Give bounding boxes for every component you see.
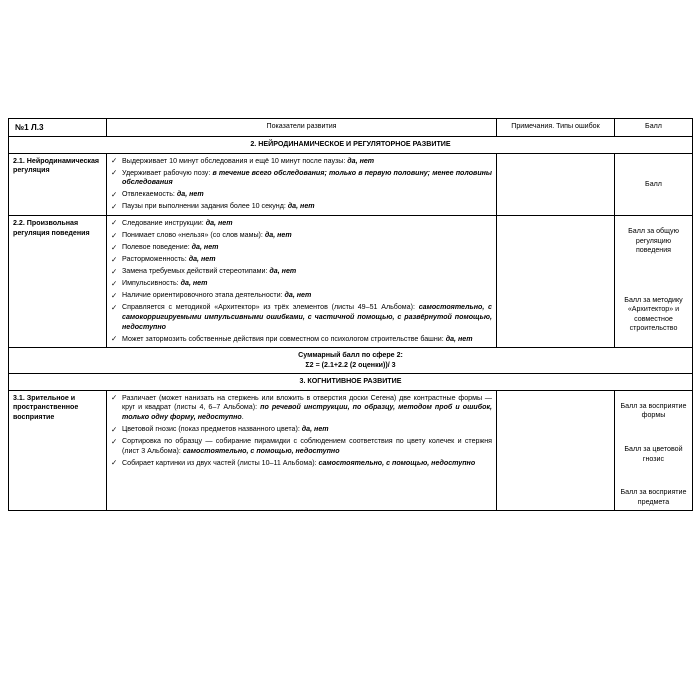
score-2-2 xyxy=(615,215,693,347)
list-item xyxy=(111,437,492,456)
section-title-2: 2. НЕЙРОДИНАМИЧЕСКОЕ И РЕГУЛЯТОРНОЕ РАЗВИТИЕ xyxy=(9,137,693,154)
item-text: Отвлекаемость: да, нет xyxy=(122,190,204,199)
check-icon: ✓ xyxy=(111,290,118,300)
score-label: Балл за общую регуляцию поведения xyxy=(628,226,679,255)
list-item xyxy=(111,243,492,253)
check-icon: ✓ xyxy=(111,168,118,178)
list-item xyxy=(111,394,492,423)
category-3-1: 3.1. Зрительное и пространственное восприятие xyxy=(9,390,107,510)
notes-2-1[interactable] xyxy=(497,153,615,215)
header-notes: Примечания. Типы ошибок xyxy=(497,119,615,137)
notes-3-1[interactable] xyxy=(497,390,615,510)
check-icon: ✓ xyxy=(111,230,118,240)
header-indicators: Показатели развития xyxy=(107,119,497,137)
check-icon: ✓ xyxy=(111,156,118,166)
check-icon: ✓ xyxy=(111,302,118,312)
items-3-1 xyxy=(107,390,497,510)
list-item xyxy=(111,335,492,345)
item-text: Следование инструкции: да, нет xyxy=(122,218,233,227)
check-icon: ✓ xyxy=(111,189,118,199)
item-text: Может затормозить собственные действия при совместном со психологом строительстве башни: да, нет xyxy=(122,334,473,343)
check-icon: ✓ xyxy=(111,424,118,434)
check-icon: ✓ xyxy=(111,201,118,211)
list-item xyxy=(111,169,492,188)
item-text: Полевое поведение: да, нет xyxy=(122,243,219,252)
list-item xyxy=(111,279,492,289)
item-text: Импульсивность: да, нет xyxy=(122,279,208,288)
development-indicators-table xyxy=(8,118,693,511)
table-row xyxy=(9,215,693,347)
list-item xyxy=(111,157,492,167)
item-text: Справляется с методикой «Архитектор» из трёх элементов (листы 49–51 Альбома): самостоятельно, с самокорригируемыми импульсивными ошибками, с частичной помощью, с развёрнутой помощью, недоступно xyxy=(122,303,492,331)
item-text: Удерживает рабочую позу: в течение всего обследования; только в первую половину; менее половины обследования xyxy=(122,168,492,187)
list-item xyxy=(111,459,492,469)
item-text: Расторможенность: да, нет xyxy=(122,255,216,264)
summary-line-1: Суммарный балл по сфере 2: xyxy=(298,351,403,360)
indicator-list xyxy=(111,157,492,212)
section-title-3: 3. КОГНИТИВНОЕ РАЗВИТИЕ xyxy=(9,374,693,391)
table-row xyxy=(9,390,693,510)
score-2-1 xyxy=(615,153,693,215)
score-label: Балл за цветовой гнозис xyxy=(624,444,683,463)
check-icon: ✓ xyxy=(111,254,118,264)
list-item xyxy=(111,202,492,212)
check-icon: ✓ xyxy=(111,436,118,446)
notes-2-2[interactable] xyxy=(497,215,615,347)
list-item xyxy=(111,267,492,277)
score-label: Балл за методику «Архитектор» и совместное строительство xyxy=(624,295,683,333)
check-icon: ✓ xyxy=(111,278,118,288)
score-3-1 xyxy=(615,390,693,510)
item-text: Собирает картинки из двух частей (листы 10–11 Альбома): самостоятельно, с помощью, недоступно xyxy=(122,458,476,467)
score-label: Балл за восприятие формы xyxy=(620,401,687,420)
item-text: Замена требуемых действий стереотипами: да, нет xyxy=(122,267,297,276)
item-text: Понимает слово «нельзя» (со слов мамы): да, нет xyxy=(122,231,292,239)
item-text: Выдерживает 10 минут обследования и ещё 10 минут после паузы: да, нет xyxy=(122,156,375,165)
table-row xyxy=(9,153,693,215)
score-label: Балл за восприятие предмета xyxy=(620,488,687,506)
items-2-2 xyxy=(107,215,497,347)
table-header-row xyxy=(9,119,693,137)
list-item xyxy=(111,303,492,332)
indicator-list xyxy=(111,219,492,344)
check-icon: ✓ xyxy=(111,266,118,276)
check-icon: ✓ xyxy=(111,242,118,252)
score-label: Балл xyxy=(645,179,662,188)
check-icon: ✓ xyxy=(111,393,118,403)
item-text: Цветовой гнозис (показ предметов названного цвета): да, нет xyxy=(122,425,329,433)
check-icon: ✓ xyxy=(111,458,118,468)
header-id: №1 Л.3 xyxy=(9,119,107,137)
assessment-sheet xyxy=(8,118,692,511)
summary-row-sphere-2 xyxy=(9,348,693,374)
list-item xyxy=(111,219,492,229)
list-item xyxy=(111,231,492,241)
indicator-list xyxy=(111,394,492,468)
list-item xyxy=(111,291,492,301)
list-item xyxy=(111,190,492,200)
check-icon: ✓ xyxy=(111,334,118,344)
item-text: Паузы при выполнении задания более 10 секунд: да, нет xyxy=(122,202,315,211)
check-icon: ✓ xyxy=(111,218,118,228)
summary-cell xyxy=(9,348,693,374)
section-title-row-2 xyxy=(9,137,693,154)
item-text: Сортировка по образцу — собирание пирамидки с соблюдением соответствия по цвету колечек и стержня (лист 3 Альбома): самостоятельно, с помощью, недоступно xyxy=(122,437,492,455)
category-2-1: 2.1. Нейродинамическая регуляция xyxy=(9,153,107,215)
list-item xyxy=(111,425,492,435)
header-score: Балл xyxy=(615,119,693,137)
category-2-2: 2.2. Произвольная регуляция поведения xyxy=(9,215,107,347)
item-text: Различает (может нанизать на стержень или вложить в отверстия доски Сегена) две контрастные формы — круг и квадрат (листы 4, 6–7 Альбома): по речевой инструкции, по образцу, методом проб и ошибок, только одну форму, недоступно. xyxy=(122,393,493,421)
section-title-row-3 xyxy=(9,374,693,391)
list-item xyxy=(111,255,492,265)
item-text: Наличие ориентировочного этапа деятельности: да, нет xyxy=(122,291,312,300)
items-2-1 xyxy=(107,153,497,215)
summary-line-2: Σ2 = (2.1+2.2 (2 оценки))/ 3 xyxy=(305,360,396,369)
